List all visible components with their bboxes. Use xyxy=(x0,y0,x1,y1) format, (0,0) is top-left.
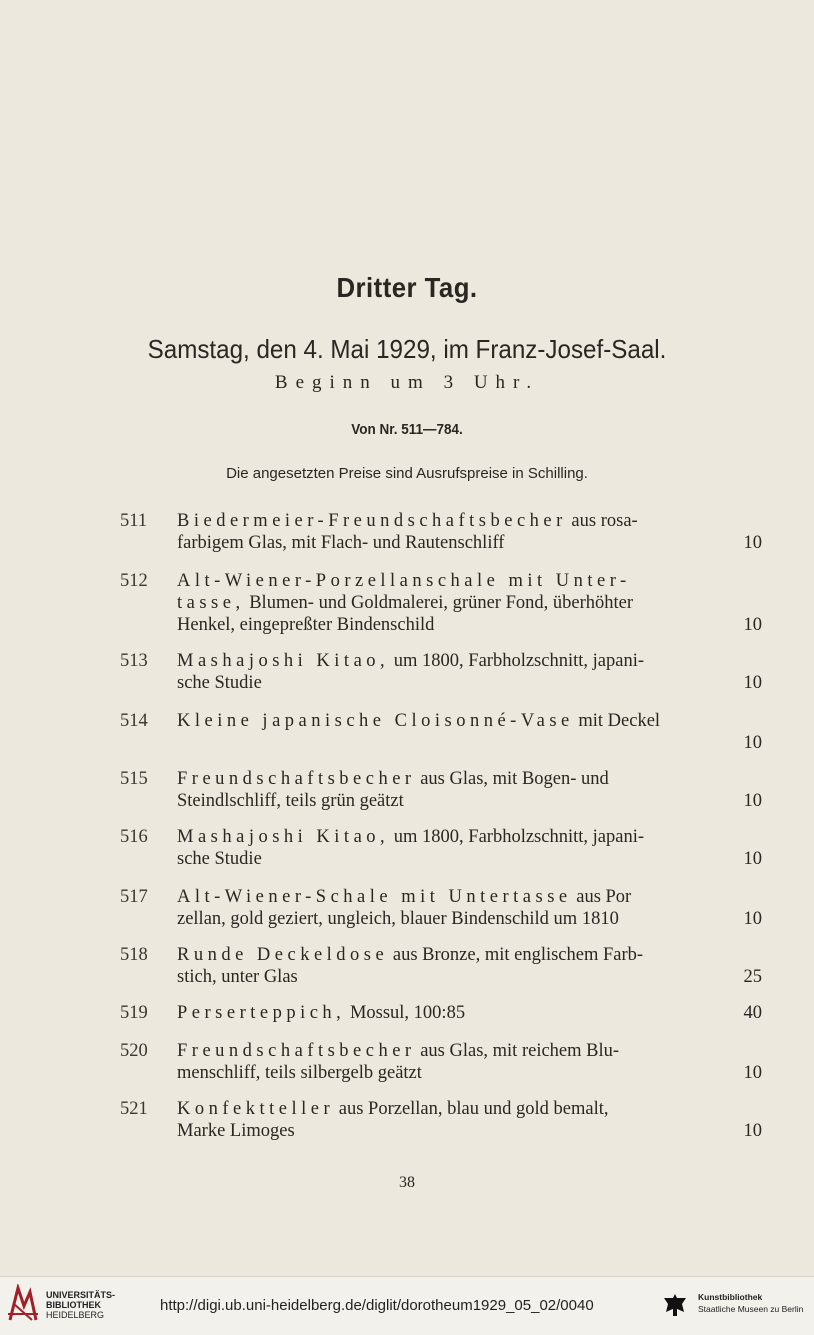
description-text: Mossul, 100:85 xyxy=(345,1003,466,1023)
right-logo-line-1: Kunstbibliothek xyxy=(698,1292,763,1302)
university-library-logo[interactable] xyxy=(6,1284,146,1326)
kunstbibliothek-logo[interactable] xyxy=(662,1284,810,1326)
spaced-lot-name: Konfektteller xyxy=(177,1099,335,1119)
description-text: zellan, gold geziert, ungleich, blauer Bindenschild um 1810 xyxy=(177,909,619,929)
lot-number: 519 xyxy=(120,1003,148,1023)
lot-description xyxy=(177,510,762,554)
description-text: aus Bronze, mit englischem Farb- xyxy=(388,945,644,965)
lot-number: 517 xyxy=(120,887,148,907)
spaced-lot-name: Freundschaftsbecher xyxy=(177,769,416,789)
lot-description xyxy=(177,650,762,694)
description-line xyxy=(177,570,762,592)
lot-description xyxy=(177,944,762,988)
starting-price: 10 xyxy=(743,909,762,929)
description-line xyxy=(177,1040,762,1062)
lot-number: 518 xyxy=(120,945,148,965)
description-text: sche Studie xyxy=(177,849,262,869)
description-text: Marke Limoges xyxy=(177,1121,295,1141)
description-line xyxy=(177,966,762,988)
lot-description xyxy=(177,768,762,812)
lot-description xyxy=(177,1002,762,1024)
starting-price: 10 xyxy=(743,1121,762,1141)
spaced-lot-name: Biedermeier-Freundschaftsbecher xyxy=(177,511,567,531)
description-text: sche Studie xyxy=(177,673,262,693)
description-text: aus rosa- xyxy=(566,511,638,531)
logo-line-2: BIBLIOTHEK xyxy=(46,1300,101,1310)
description-text: aus Glas, mit reichem Blu- xyxy=(415,1041,620,1061)
spaced-lot-name: Alt-Wiener-Schale mit Untertasse xyxy=(177,887,572,907)
description-text: aus Glas, mit Bogen- und xyxy=(415,769,609,789)
description-line xyxy=(177,768,762,790)
lot-number: 515 xyxy=(120,769,148,789)
spaced-lot-name: Alt-Wiener-Porzellanschale mit Unter- xyxy=(177,571,631,591)
starting-price: 10 xyxy=(743,615,762,635)
description-line xyxy=(177,886,762,908)
description-line xyxy=(177,790,762,812)
description-line xyxy=(177,532,762,554)
lot-description xyxy=(177,826,762,870)
eagle-emblem-icon xyxy=(662,1292,688,1318)
description-text: um 1800, Farbholzschnitt, japani- xyxy=(389,827,645,847)
starting-price: 10 xyxy=(743,791,762,811)
start-time: Beginn um 3 Uhr. xyxy=(274,372,540,393)
right-logo-line-2: Staatliche Museen zu Berlin xyxy=(698,1304,804,1314)
logo-line-3: HEIDELBERG xyxy=(46,1310,105,1320)
lot-range: Von Nr. 511—784. xyxy=(351,421,463,438)
lot-number: 516 xyxy=(120,827,148,847)
lot-description xyxy=(177,710,762,754)
lot-description xyxy=(177,1040,762,1084)
spaced-lot-name: Runde Deckeldose xyxy=(177,945,389,965)
starting-price: 10 xyxy=(743,673,762,693)
spaced-lot-name: Mashajoshi Kitao, xyxy=(177,651,390,671)
description-line xyxy=(177,826,762,848)
starting-price: 10 xyxy=(743,533,762,553)
lot-description xyxy=(177,1098,762,1142)
lot-number: 513 xyxy=(120,651,148,671)
description-text: Henkel, eingepreßter Bindenschild xyxy=(177,615,435,635)
description-line xyxy=(177,732,762,754)
description-line xyxy=(177,592,762,614)
library-emblem-icon xyxy=(6,1284,40,1324)
spaced-lot-name: Freundschaftsbecher xyxy=(177,1041,416,1061)
description-line xyxy=(177,1002,762,1024)
description-line xyxy=(177,672,762,694)
lot-number: 511 xyxy=(120,511,148,531)
description-text: menschliff, teils silbergelb geätzt xyxy=(177,1063,422,1083)
description-text: Steindlschliff, teils grün geätzt xyxy=(177,791,404,811)
description-text: farbigem Glas, mit Flach- und Rautenschliff xyxy=(177,533,505,553)
starting-price: 40 xyxy=(743,1003,762,1023)
description-line xyxy=(177,1098,762,1120)
description-line xyxy=(177,510,762,532)
description-text: Blumen- und Goldmalerei, grüner Fond, überhöhter xyxy=(244,593,634,613)
price-note: Die angesetzten Preise sind Ausrufspreise in Schilling. xyxy=(226,465,588,482)
description-text: mit Deckel xyxy=(573,711,661,731)
description-line xyxy=(177,848,762,870)
description-text: um 1800, Farbholzschnitt, japani- xyxy=(389,651,645,671)
document-url-link[interactable]: http://digi.ub.uni-heidelberg.de/diglit/dorotheum1929_05_02/0040 xyxy=(160,1297,594,1314)
description-line xyxy=(177,1062,762,1084)
page-title: Dritter Tag. xyxy=(336,272,478,303)
lot-number: 520 xyxy=(120,1041,148,1061)
lot-number: 514 xyxy=(120,711,148,731)
spaced-lot-name: Kleine japanische Cloisonné-Vase xyxy=(177,711,574,731)
spaced-lot-name: Mashajoshi Kitao, xyxy=(177,827,390,847)
description-text: aus Porzellan, blau und gold bemalt, xyxy=(334,1099,609,1119)
starting-price: 10 xyxy=(743,733,762,753)
starting-price: 10 xyxy=(743,1063,762,1083)
description-line xyxy=(177,710,762,732)
logo-line-1: UNIVERSITÄTS- xyxy=(46,1290,116,1300)
description-line xyxy=(177,614,762,636)
description-line xyxy=(177,944,762,966)
page-number: 38 xyxy=(399,1174,415,1191)
spaced-lot-name: tasse, xyxy=(177,593,245,613)
description-line xyxy=(177,650,762,672)
page-subtitle: Samstag, den 4. Mai 1929, im Franz-Josef-Saal. xyxy=(147,334,667,364)
lot-description xyxy=(177,886,762,930)
lot-number: 512 xyxy=(120,571,148,591)
description-text: stich, unter Glas xyxy=(177,967,298,987)
lot-number: 521 xyxy=(120,1099,148,1119)
description-line xyxy=(177,908,762,930)
description-line xyxy=(177,1120,762,1142)
starting-price: 10 xyxy=(743,849,762,869)
starting-price: 25 xyxy=(743,967,762,987)
spaced-lot-name: Perserteppich, xyxy=(177,1003,346,1023)
description-text: aus Por xyxy=(571,887,632,907)
lot-description xyxy=(177,570,762,636)
